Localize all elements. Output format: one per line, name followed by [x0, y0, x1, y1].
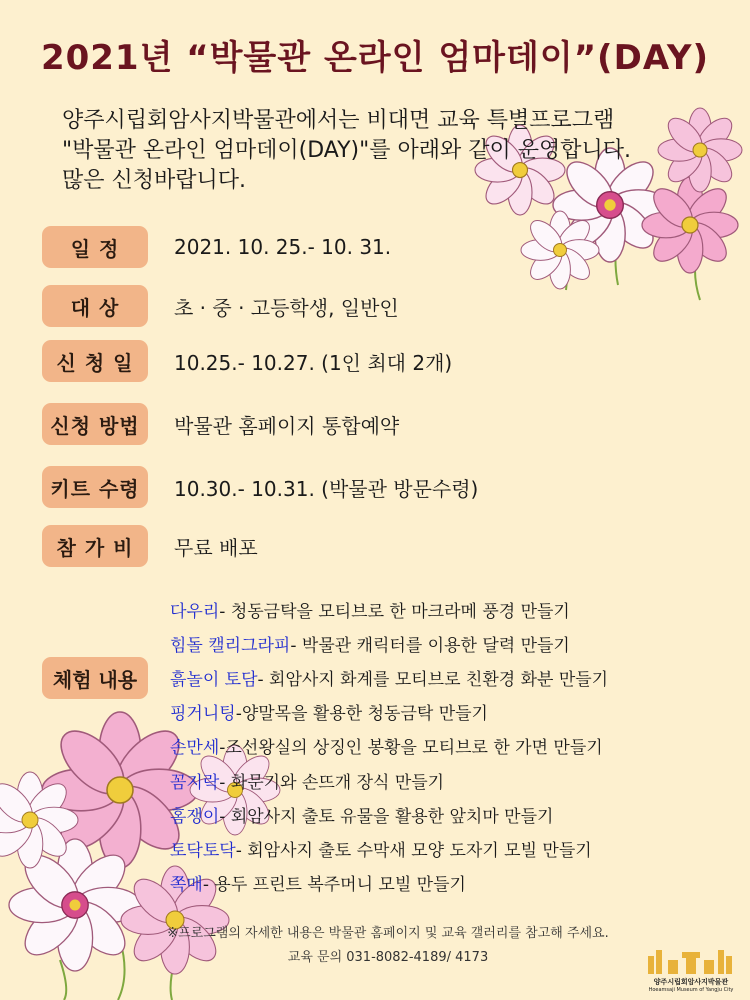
activities-label: 체험 내용	[42, 657, 148, 699]
activity-name: 흙놀이 토담	[170, 669, 258, 690]
activity-desc: - 용두 프린트 복주머니 모빌 만들기	[202, 875, 466, 896]
info-label: 대 상	[42, 285, 148, 327]
activity-desc: - 회암사지 출토 유물을 활용한 앞치마 만들기	[219, 806, 554, 827]
info-value: 초 · 중 · 고등학생, 일반인	[174, 295, 399, 320]
museum-logo-mark	[642, 944, 740, 976]
activity-desc: - 회암사지 출토 수막새 모양 도자기 모빌 만들기	[235, 840, 592, 861]
activity-name: 손만세	[170, 738, 220, 759]
museum-logo-text	[642, 977, 740, 993]
info-label: 키트 수령	[42, 466, 148, 508]
activity-name: 쪽매	[170, 875, 203, 896]
info-label: 신 청 일	[42, 340, 148, 382]
activity-name: 홈쟁이	[170, 806, 220, 827]
info-value: 무료 배포	[174, 535, 258, 560]
activity-desc: - 청동금탁을 모티브로 한 마크라메 풍경 만들기	[219, 601, 570, 622]
info-value: 10.25.- 10.27. (1인 최대 2개)	[174, 350, 453, 375]
info-value: 2021. 10. 25.- 10. 31.	[174, 235, 392, 259]
activity-desc: - 회암사지 화계를 모티브로 친환경 화분 만들기	[257, 669, 609, 690]
list-item	[170, 866, 690, 900]
list-item	[170, 831, 690, 865]
activity-name: 힘돌 캘리그라피	[170, 635, 291, 656]
museum-logo-subtitle: Hoeamsaji Museum of Yangju City	[648, 987, 734, 993]
flower-top-right-5	[521, 211, 599, 289]
info-label: 신청 방법	[42, 403, 148, 445]
museum-logo	[642, 944, 740, 993]
activity-name: 토닥토닥	[170, 840, 236, 861]
intro-text	[62, 106, 712, 196]
activity-desc: - 박물관 캐릭터를 이용한 달력 만들기	[290, 635, 570, 656]
list-item	[170, 763, 690, 797]
page-title: 2021년 “박물관 온라인 엄마데이”(DAY)	[40, 38, 710, 78]
list-item	[170, 729, 690, 763]
museum-logo-name: 양주시립회암사지박물관	[653, 978, 729, 986]
list-item	[170, 695, 690, 729]
footnote: ※프로그램의 자세한 내용은 박물관 홈페이지 및 교육 갤러리를 참고해 주세요.	[167, 926, 609, 941]
activities-list	[170, 592, 690, 900]
list-item	[170, 592, 690, 626]
list-item	[170, 626, 690, 660]
contact-info: 교육 문의 031-8082-4189/ 4173	[287, 950, 489, 965]
info-label: 참 가 비	[42, 525, 148, 567]
info-label: 일 정	[42, 226, 148, 268]
info-value: 박물관 홈페이지 통합예약	[174, 413, 400, 438]
list-item	[170, 797, 690, 831]
info-value: 10.30.- 10.31. (박물관 방문수령)	[174, 476, 479, 501]
activity-name: 꼼지락	[170, 772, 220, 793]
list-item	[170, 660, 690, 694]
intro-line-2: "박물관 온라인 엄마데이(DAY)"를 아래와 같이 운영합니다.	[62, 138, 631, 163]
activity-name: 다우리	[170, 601, 220, 622]
activity-name: 핑거니팅	[170, 704, 236, 725]
intro-line-3: 많은 신청바랍니다.	[62, 168, 247, 193]
activity-desc: -양말목을 활용한 청동금탁 만들기	[235, 704, 488, 725]
intro-line-1: 양주시립회암사지박물관에서는 비대면 교육 특별프로그램	[62, 108, 615, 133]
activity-desc: - 화문기와 손뜨개 장식 만들기	[219, 772, 445, 793]
activity-desc: -조선왕실의 상징인 봉황을 모티브로 한 가면 만들기	[219, 738, 603, 759]
